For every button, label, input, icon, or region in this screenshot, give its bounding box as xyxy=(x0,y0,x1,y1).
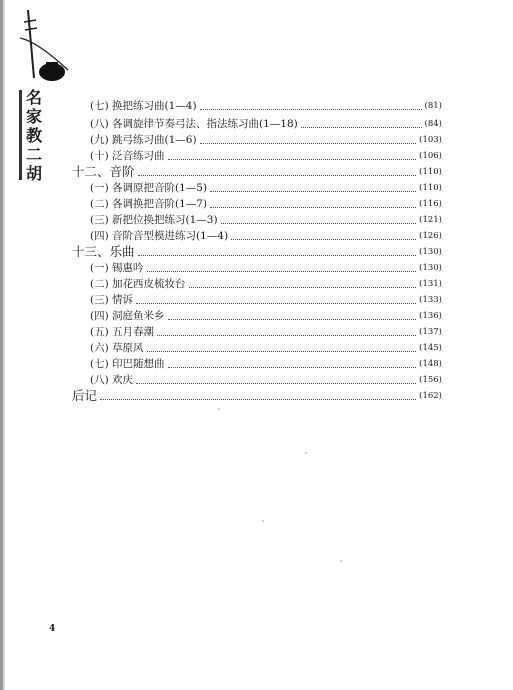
toc-entry-page: (133) xyxy=(419,295,442,305)
toc-entry-label: (二) 加花西皮梳妆台 xyxy=(90,278,186,290)
scan-speck xyxy=(262,520,264,522)
toc-entry[interactable] xyxy=(90,308,442,324)
toc-entry-page: (145) xyxy=(419,343,442,353)
toc-leader xyxy=(100,399,416,400)
toc-entry-label: (八) 欢庆 xyxy=(90,374,134,386)
toc-entry[interactable] xyxy=(90,324,442,340)
toc-entry[interactable] xyxy=(90,292,442,308)
toc-entry-label: (四) 音阶音型模进练习(1—4) xyxy=(90,230,229,242)
toc-leader xyxy=(189,287,417,288)
toc-leader xyxy=(138,255,417,256)
scan-edge-shadow xyxy=(3,0,5,690)
book-title-char: 二 xyxy=(25,145,42,164)
toc-entry-label: (四) 洞庭鱼米乡 xyxy=(90,310,165,322)
toc-leader xyxy=(147,351,417,352)
toc-entry-label: (八) 各调旋律节奏弓法、指法练习曲(1—18) xyxy=(90,118,298,130)
scan-speck xyxy=(305,452,307,454)
toc-entry[interactable] xyxy=(90,260,442,276)
book-title-char: 名 xyxy=(25,88,42,107)
book-title-char: 教 xyxy=(25,126,42,145)
toc-entry[interactable] xyxy=(90,98,442,114)
toc-entry-label: (三) 新把位换把练习(1—3) xyxy=(90,214,218,226)
toc-entry-label: (五) 五月春潮 xyxy=(90,326,155,338)
toc-entry-label: (二) 各调换把音阶(1—7) xyxy=(90,198,208,210)
toc-leader xyxy=(168,367,417,368)
toc-leader xyxy=(200,109,422,110)
toc-leader xyxy=(136,303,416,304)
toc-entry[interactable] xyxy=(90,180,442,196)
toc-chapter-page: (162) xyxy=(419,391,442,401)
toc-entry[interactable] xyxy=(90,116,442,132)
title-rule xyxy=(19,90,22,180)
toc-entry-page: (84) xyxy=(424,119,442,129)
toc-leader xyxy=(210,207,416,208)
toc-entry[interactable] xyxy=(90,148,442,164)
toc-chapter-label: 后记 xyxy=(72,388,98,403)
toc-leader xyxy=(157,335,416,336)
toc-chapter-page: (110) xyxy=(419,167,442,177)
toc-entry[interactable] xyxy=(90,132,442,148)
toc-leader xyxy=(200,143,417,144)
toc-entry-page: (156) xyxy=(419,375,442,385)
toc-entry-page: (137) xyxy=(419,327,442,337)
toc-leader xyxy=(210,191,416,192)
toc-leader xyxy=(168,319,417,320)
toc-entry-page: (126) xyxy=(419,231,442,241)
toc-chapter[interactable] xyxy=(72,164,442,180)
toc-leader xyxy=(168,159,417,160)
toc-leader xyxy=(138,175,417,176)
toc-entry-label: (十) 泛音练习曲 xyxy=(90,150,165,162)
toc-chapter-label: 十二、音阶 xyxy=(72,164,135,179)
toc-leader xyxy=(301,127,422,128)
book-title-char: 家 xyxy=(25,107,42,126)
toc-entry-page: (116) xyxy=(419,199,442,209)
toc-entry-label: (六) 草原风 xyxy=(90,342,144,354)
toc-leader xyxy=(231,239,416,240)
toc-entry[interactable] xyxy=(90,228,442,244)
toc-leader xyxy=(147,271,417,272)
toc-entry-page: (148) xyxy=(419,359,442,369)
toc-leader xyxy=(136,383,416,384)
scan-speck xyxy=(340,560,342,562)
toc-entry-page: (131) xyxy=(419,279,442,289)
toc-entry-page: (110) xyxy=(419,183,442,193)
toc-chapter[interactable] xyxy=(72,388,442,404)
toc-entry-page: (81) xyxy=(424,101,442,111)
toc-entry-page: (103) xyxy=(419,135,442,145)
toc-entry-label: (七) 换把练习曲(1—4) xyxy=(90,100,197,112)
toc-entry-label: (九) 跳弓练习曲(1—6) xyxy=(90,134,197,146)
toc-entry-page: (136) xyxy=(419,311,442,321)
toc-entry[interactable] xyxy=(90,212,442,228)
toc-leader xyxy=(221,223,417,224)
toc-chapter[interactable] xyxy=(72,244,442,260)
toc-entry-page: (106) xyxy=(419,151,442,161)
toc-entry-label: (七) 印巴随想曲 xyxy=(90,358,165,370)
toc-chapter-label: 十三、乐曲 xyxy=(72,244,135,259)
toc-entry-label: (一) 各调原把音阶(1—5) xyxy=(90,182,208,194)
toc-entry-label: (三) 情诉 xyxy=(90,294,134,306)
book-title xyxy=(23,88,45,183)
toc-entry-page: (130) xyxy=(419,263,442,273)
book-title-char: 胡 xyxy=(25,164,42,183)
toc-entry-page: (121) xyxy=(419,215,442,225)
erhu-icon xyxy=(18,8,70,88)
toc-entry[interactable] xyxy=(90,372,442,388)
scan-speck xyxy=(218,408,220,410)
toc-entry[interactable] xyxy=(90,340,442,356)
toc-chapter-page: (130) xyxy=(419,247,442,257)
toc-entry[interactable] xyxy=(90,276,442,292)
page-number: 4 xyxy=(49,624,56,634)
toc-entry-label: (一) 锡惠吟 xyxy=(90,262,144,274)
toc-entry[interactable] xyxy=(90,356,442,372)
toc-entry[interactable] xyxy=(90,196,442,212)
